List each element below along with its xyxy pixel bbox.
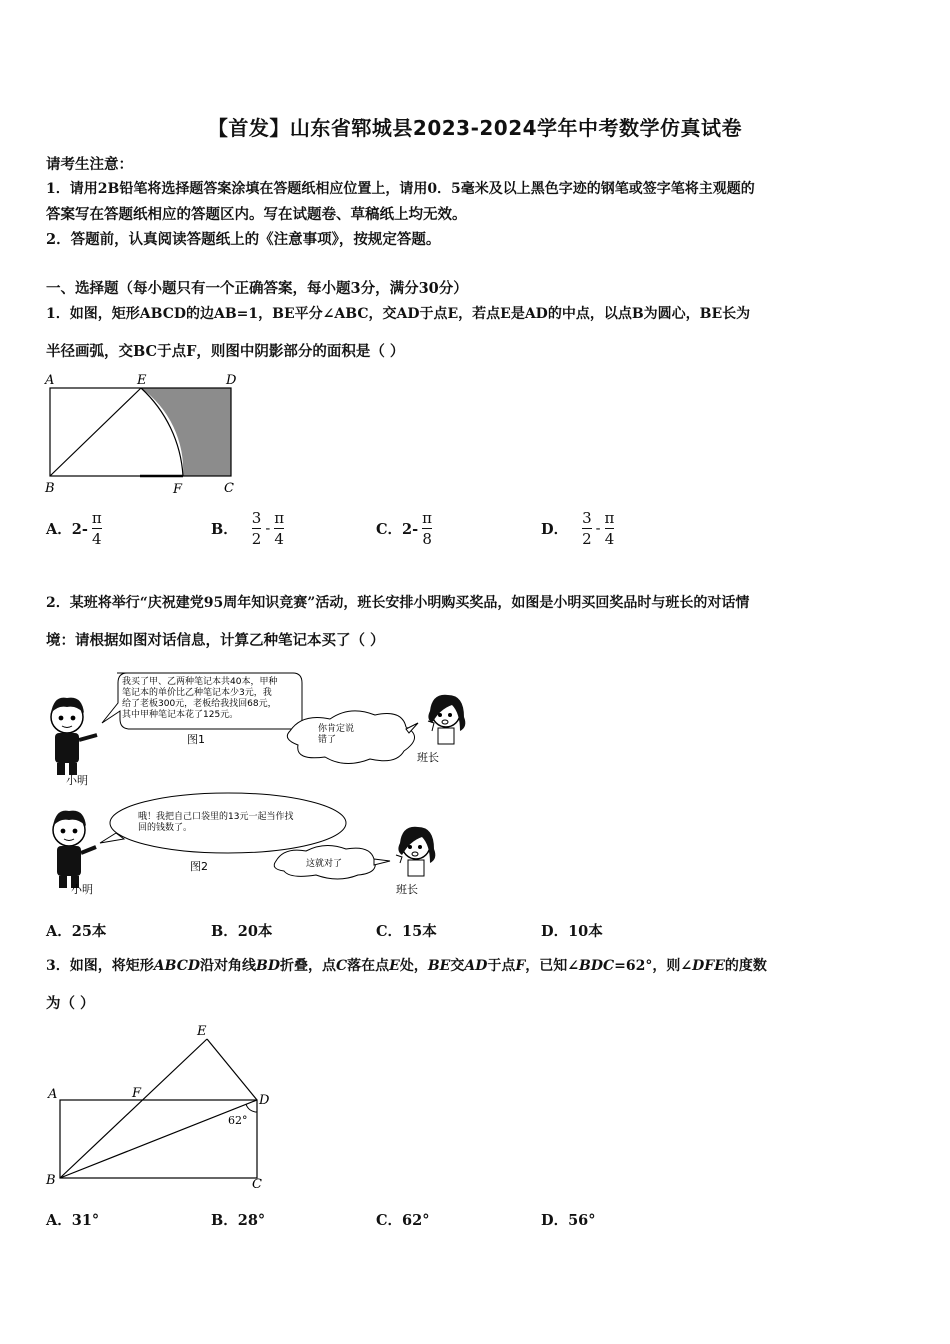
q3-text-d: BD	[256, 958, 280, 974]
q3-label-a: A	[48, 1087, 58, 1102]
q3-text-n: F	[515, 958, 526, 974]
banzhang-figure-1	[428, 695, 465, 744]
q3-angle-label: 62°	[228, 1114, 248, 1127]
q1-option-a-prefix: A．2-	[46, 521, 88, 538]
q3-text-c: 沿对角线	[200, 958, 256, 974]
q1-option-a-num: π	[91, 509, 102, 527]
q3-angle-arc	[246, 1104, 257, 1112]
q3-stem-line1	[46, 955, 767, 975]
q1-option-c-den: 8	[422, 530, 432, 548]
q1-option-b-minus: -	[265, 520, 271, 537]
xiaoming-figure-1	[51, 698, 97, 775]
q1-shaded-region	[141, 388, 231, 476]
q2-bubble2-line2: 回的钱数了。	[138, 823, 193, 833]
q1-option-b-n2: π	[274, 509, 285, 527]
banzhang-figure-2	[396, 827, 435, 876]
q1-option-b-d1: 2	[251, 530, 262, 548]
q1-label-c: C	[224, 481, 234, 496]
q1-label-f: F	[173, 482, 183, 497]
q3-text-g: 落在点	[347, 958, 390, 974]
q1-label-d: D	[226, 373, 237, 388]
q3-text-q: =62°，则∠	[614, 958, 693, 974]
q1-segment-be	[50, 388, 141, 476]
q2-stem-line2: 境：请根据如图对话信息，计算乙种笔记本买了（ ）	[46, 632, 385, 649]
q3-text-e: 折叠，点	[279, 958, 336, 974]
q1-option-d[interactable]	[541, 508, 614, 549]
q1-label-b: B	[45, 481, 55, 496]
q2-option-a[interactable]: A．25本	[46, 923, 107, 940]
q1-option-a[interactable]	[46, 508, 102, 549]
q3-option-c[interactable]: C．62°	[376, 1212, 430, 1229]
q1-option-d-n2: π	[604, 509, 615, 527]
q3-text-a: 3．如图，将矩形	[46, 958, 154, 974]
q3-label-d: D	[259, 1093, 270, 1108]
q2-fig2-caption: 图2	[190, 860, 208, 873]
q3-text-b: ABCD	[153, 958, 200, 974]
q2-bubble1-line1: 我买了甲、乙两种笔记本共40本，甲种	[122, 677, 278, 687]
q2-bubble2-line1: 哦！我把自己口袋里的13元一起当作找	[138, 812, 294, 822]
q3-figure	[40, 1020, 280, 1195]
q3-text-h: E	[389, 958, 400, 974]
q2-option-d[interactable]: D．10本	[541, 923, 603, 940]
q3-text-l: AD	[464, 958, 488, 974]
q3-text-s: 的度数	[724, 958, 767, 974]
q2-figure	[40, 665, 480, 905]
q2-option-c[interactable]: C．15本	[376, 923, 437, 940]
q3-text-k: 交	[450, 958, 465, 974]
q1-label-a: A	[45, 373, 55, 388]
q3-stem-line2: 为（ ）	[46, 995, 95, 1012]
q1-stem-line2: 半径画弧，交BC于点F，则图中阴影部分的面积是（ ）	[46, 343, 405, 360]
q1-option-b-prefix: B．	[211, 521, 238, 538]
q2-bubble1-line3: 给了老板300元，老板给我找回68元，	[122, 699, 277, 709]
notice-heading: 请考生注意：	[46, 156, 133, 173]
q2-banzhang-label-2: 班长	[396, 883, 418, 896]
q1-option-c-prefix: C．2-	[376, 521, 419, 538]
q3-label-b: B	[46, 1173, 56, 1188]
notice-item1-line1: 1．请用2B铅笔将选择题答案涂填在答题纸相应位置上，请用0．5毫米及以上黑色字迹的钢笔或签字笔将主观题的	[46, 181, 755, 197]
q2-bubble1-line2: 笔记本的单价比乙种笔记本少3元，我	[122, 688, 272, 698]
q3-segment-be	[60, 1039, 207, 1178]
q1-option-b-n1: 3	[251, 509, 262, 527]
q1-option-a-den: 4	[92, 530, 102, 548]
q2-stem-line1: 2．某班将举行“庆祝建党95周年知识竞赛”活动，班长安排小明购买奖品，如图是小明买回奖品时与班长的对话情	[46, 595, 750, 611]
q1-option-b-d2: 4	[274, 530, 284, 548]
q2-xiaoming-label-2: 小明	[71, 883, 93, 896]
q1-option-d-minus: -	[595, 520, 601, 537]
q1-figure	[40, 368, 250, 498]
q2-reply1-cloud	[287, 711, 414, 764]
q2-reply2-text: 这就对了	[306, 859, 343, 869]
q2-xiaoming-label-1: 小明	[66, 774, 88, 787]
q3-label-c: C	[252, 1177, 262, 1192]
q3-text-p: BDC	[579, 958, 615, 974]
q2-option-b[interactable]: B．20本	[211, 923, 273, 940]
q3-label-f: F	[132, 1086, 142, 1101]
section-heading: 一、选择题（每小题只有一个正确答案，每小题3分，满分30分）	[46, 280, 468, 297]
q3-text-o: ，已知∠	[525, 958, 580, 974]
q2-bubble1-line4: 其中甲种笔记本花了125元。	[122, 710, 239, 720]
q1-label-e: E	[137, 373, 147, 388]
q3-option-d[interactable]: D．56°	[541, 1212, 596, 1229]
notice-item2: 2．答题前，认真阅读答题纸上的《注意事项》，按规定答题。	[46, 231, 441, 248]
q3-segment-ed	[207, 1039, 257, 1100]
q2-fig1-caption: 图1	[187, 733, 205, 746]
q3-text-r: DFE	[692, 958, 725, 974]
q2-reply1-line2: 错了	[318, 735, 337, 745]
q1-option-c-num: π	[422, 509, 433, 527]
q1-option-d-d2: 4	[604, 530, 615, 548]
q3-text-j: BE	[427, 958, 451, 974]
q1-option-d-n1: 3	[582, 509, 592, 527]
q3-text-i: 处，	[399, 958, 428, 974]
q3-text-f: C	[335, 958, 348, 974]
q3-diagonal-bd	[60, 1100, 257, 1178]
q1-stem-line1: 1．如图，矩形ABCD的边AB=1，BE平分∠ABC，交AD于点E，若点E是AD的中点，以点B为圆心，BE长为	[46, 306, 751, 322]
q3-label-e: E	[197, 1024, 207, 1039]
xiaoming-figure-2	[53, 811, 96, 888]
q3-text-m: 于点	[487, 958, 516, 974]
q1-option-c[interactable]	[376, 508, 432, 549]
q3-option-a[interactable]: A．31°	[46, 1212, 100, 1229]
q2-banzhang-label-1: 班长	[417, 751, 439, 764]
q2-reply1-line1: 你肯定说	[318, 724, 355, 734]
q1-option-d-d1: 2	[582, 530, 592, 548]
notice-item1-line2: 答案写在答题纸相应的答题区内。写在试题卷、草稿纸上均无效。	[46, 206, 467, 223]
q3-option-b[interactable]: B．28°	[211, 1212, 266, 1229]
page-title: 【首发】山东省郓城县2023-2024学年中考数学仿真试卷	[207, 116, 743, 140]
q1-option-d-prefix: D．	[541, 521, 569, 538]
q1-option-b[interactable]	[211, 508, 284, 549]
